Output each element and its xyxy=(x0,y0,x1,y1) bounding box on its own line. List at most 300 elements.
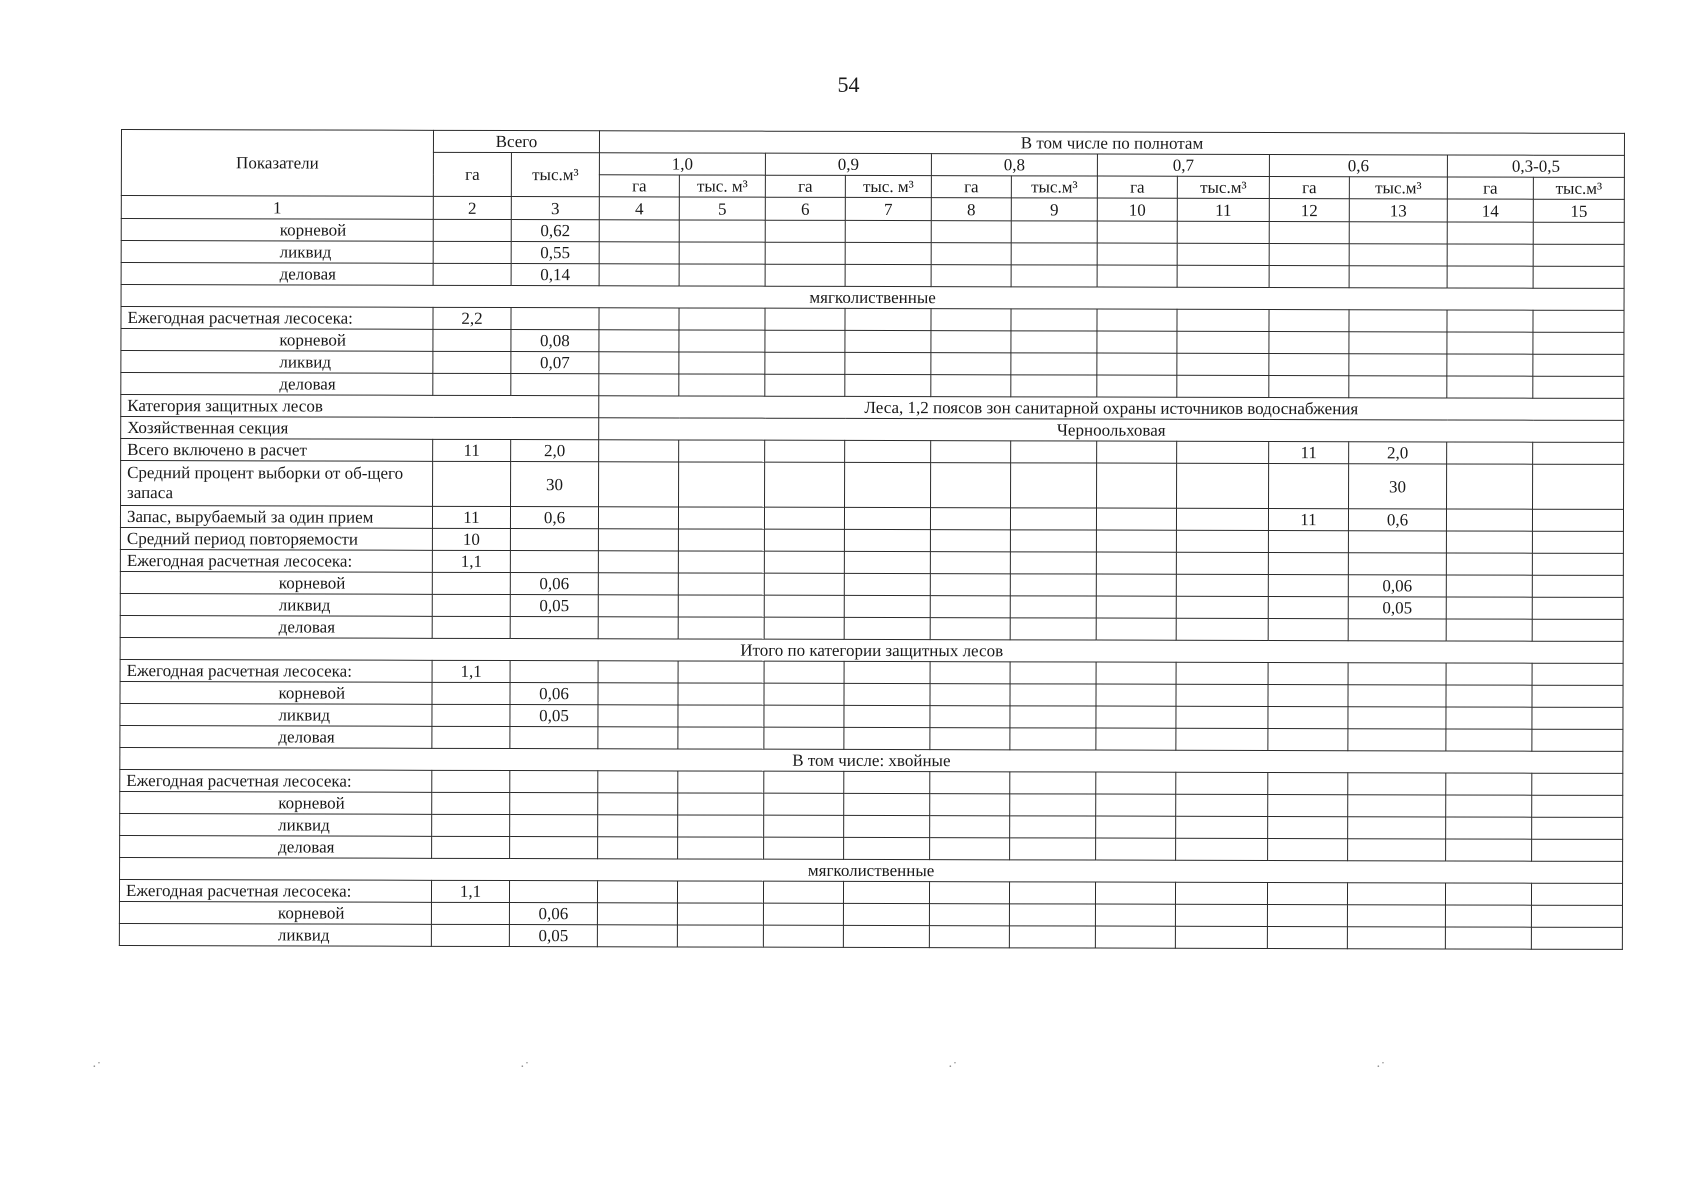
cell-col-11 xyxy=(1176,530,1268,552)
cell-col-5 xyxy=(678,705,764,727)
cell-col-9 xyxy=(1010,684,1096,706)
cell-col-9 xyxy=(1010,838,1096,860)
cell-col-5 xyxy=(677,881,763,903)
cell-col-9 xyxy=(1010,794,1096,816)
cell-col-6 xyxy=(764,661,844,683)
cell-col-13: 30 xyxy=(1349,464,1447,509)
cell-col-4 xyxy=(598,551,678,573)
cell-col-15 xyxy=(1532,707,1623,729)
cell-col-11 xyxy=(1177,331,1269,353)
cell-col-3: 0,06 xyxy=(510,683,598,705)
cell-col-10 xyxy=(1097,221,1177,243)
cell-col-15 xyxy=(1531,883,1622,905)
category-value: Черноольховая xyxy=(599,418,1624,443)
cell-col-5 xyxy=(678,507,764,529)
cell-col-10 xyxy=(1096,684,1176,706)
cell-col-2 xyxy=(432,814,510,836)
cell-col-7 xyxy=(845,242,931,264)
cell-col-14 xyxy=(1447,464,1533,509)
cell-col-2 xyxy=(431,924,509,946)
row-label: корневой xyxy=(120,791,432,814)
header-unit: тыс. м³ xyxy=(845,175,931,197)
cell-col-10 xyxy=(1097,353,1177,375)
cell-col-12: 11 xyxy=(1269,442,1349,464)
cell-col-2 xyxy=(432,594,510,616)
row-label: Ежегодная расчетная лесосека: xyxy=(120,549,432,572)
row-label: ликвид xyxy=(120,593,432,616)
cell-col-3: 2,0 xyxy=(511,440,599,462)
cell-col-5 xyxy=(678,727,764,749)
cell-col-10 xyxy=(1097,309,1177,331)
cell-col-4 xyxy=(598,507,678,529)
cell-col-11 xyxy=(1176,574,1268,596)
column-number: 15 xyxy=(1533,199,1624,222)
cell-col-8 xyxy=(930,574,1010,596)
row-label: деловая xyxy=(121,263,433,286)
header-unit: тыс.м³ xyxy=(1349,177,1447,199)
row-label: ликвид xyxy=(121,351,433,374)
cell-col-13 xyxy=(1348,795,1446,817)
cell-col-12 xyxy=(1267,883,1347,905)
row-label: Ежегодная расчетная лесосека: xyxy=(119,879,431,902)
cell-col-9 xyxy=(1010,772,1096,794)
row-label: Средний период повторяемости xyxy=(120,527,432,550)
cell-col-6 xyxy=(764,551,844,573)
cell-col-8 xyxy=(931,331,1011,353)
cell-col-14 xyxy=(1447,266,1533,288)
cell-col-14 xyxy=(1446,795,1532,817)
column-number: 8 xyxy=(931,198,1011,221)
cell-col-6 xyxy=(765,220,845,242)
cell-col-13 xyxy=(1349,354,1447,376)
cell-col-12 xyxy=(1268,839,1348,861)
cell-col-14 xyxy=(1447,222,1533,244)
cell-col-14 xyxy=(1446,663,1532,685)
cell-col-5 xyxy=(679,220,765,242)
header-unit: тыс.м³ xyxy=(1177,176,1269,198)
cell-col-12 xyxy=(1268,729,1348,751)
cell-col-2 xyxy=(433,219,511,241)
header-density: 0,9 xyxy=(765,153,931,175)
cell-col-15 xyxy=(1532,597,1623,619)
scan-mark: ·˙ xyxy=(520,1060,530,1075)
header-total-m3: тыс.м³ xyxy=(511,153,599,197)
header-total: Всего xyxy=(433,130,599,152)
cell-col-13 xyxy=(1349,332,1447,354)
cell-col-13 xyxy=(1348,839,1446,861)
cell-col-10 xyxy=(1096,596,1176,618)
cell-col-4 xyxy=(598,617,678,639)
cell-col-11 xyxy=(1176,728,1268,750)
row-label: деловая xyxy=(120,725,432,748)
cell-col-11 xyxy=(1176,816,1268,838)
cell-col-13 xyxy=(1347,905,1445,927)
cell-col-15 xyxy=(1532,509,1623,531)
cell-col-15 xyxy=(1533,266,1624,288)
cell-col-14 xyxy=(1447,354,1533,376)
cell-col-11 xyxy=(1177,375,1269,397)
cell-col-2 xyxy=(433,461,511,506)
cell-col-5 xyxy=(679,374,765,396)
header-unit: га xyxy=(1097,176,1177,198)
cell-col-4 xyxy=(598,793,678,815)
cell-col-10 xyxy=(1096,508,1176,530)
cell-col-10 xyxy=(1095,926,1175,948)
cell-col-13 xyxy=(1348,619,1446,641)
cell-col-8 xyxy=(931,463,1011,508)
section-title: мягколиственные xyxy=(121,285,1624,311)
cell-col-4 xyxy=(598,771,678,793)
cell-col-6 xyxy=(764,705,844,727)
cell-col-12 xyxy=(1269,376,1349,398)
cell-col-8 xyxy=(930,772,1010,794)
cell-col-15 xyxy=(1532,553,1623,575)
cell-col-11 xyxy=(1175,882,1267,904)
cell-col-2: 11 xyxy=(433,439,511,461)
cell-col-5 xyxy=(677,925,763,947)
cell-col-2 xyxy=(432,616,510,638)
cell-col-4 xyxy=(598,815,678,837)
cell-col-15 xyxy=(1533,244,1624,266)
cell-col-8 xyxy=(930,794,1010,816)
header-unit: га xyxy=(931,176,1011,198)
row-label: ликвид xyxy=(120,703,432,726)
cell-col-4 xyxy=(598,705,678,727)
cell-col-10 xyxy=(1096,728,1176,750)
cell-col-11 xyxy=(1177,309,1269,331)
cell-col-2 xyxy=(432,770,510,792)
cell-col-3 xyxy=(510,727,598,749)
cell-col-7 xyxy=(845,308,931,330)
cell-col-8 xyxy=(930,816,1010,838)
cell-col-14 xyxy=(1446,619,1532,641)
cell-col-12 xyxy=(1268,597,1348,619)
cell-col-9 xyxy=(1011,463,1097,508)
cell-col-12 xyxy=(1267,927,1347,949)
cell-col-4 xyxy=(599,352,679,374)
row-label: Хозяйственная секция xyxy=(121,417,599,440)
cell-col-11 xyxy=(1176,772,1268,794)
cell-col-14 xyxy=(1447,310,1533,332)
cell-col-6 xyxy=(765,308,845,330)
cell-col-14 xyxy=(1446,509,1532,531)
cell-col-12 xyxy=(1268,795,1348,817)
cell-col-13: 0,06 xyxy=(1348,575,1446,597)
cell-col-9 xyxy=(1010,618,1096,640)
cell-col-9 xyxy=(1011,441,1097,463)
cell-col-10 xyxy=(1096,618,1176,640)
row-label: ликвид xyxy=(119,923,431,946)
cell-col-7 xyxy=(845,462,931,507)
cell-col-2 xyxy=(432,726,510,748)
cell-col-10 xyxy=(1096,530,1176,552)
cell-col-2 xyxy=(433,351,511,373)
header-unit: га xyxy=(1269,177,1349,199)
cell-col-9 xyxy=(1011,309,1097,331)
cell-col-9 xyxy=(1011,243,1097,265)
cell-col-5 xyxy=(678,815,764,837)
cell-col-9 xyxy=(1011,353,1097,375)
cell-col-15 xyxy=(1532,685,1623,707)
cell-col-5 xyxy=(679,330,765,352)
cell-col-15 xyxy=(1532,619,1623,641)
cell-col-7 xyxy=(845,440,931,462)
cell-col-8 xyxy=(930,662,1010,684)
page-number: 54 xyxy=(837,72,860,97)
column-number: 13 xyxy=(1349,199,1447,222)
cell-col-2 xyxy=(433,241,511,263)
cell-col-4 xyxy=(599,374,679,396)
column-number: 9 xyxy=(1011,198,1097,221)
cell-col-2: 1,1 xyxy=(431,880,509,902)
cell-col-2: 11 xyxy=(432,506,510,528)
cell-col-8 xyxy=(929,926,1009,948)
cell-col-12 xyxy=(1268,663,1348,685)
cell-col-11 xyxy=(1176,838,1268,860)
cell-col-8 xyxy=(930,684,1010,706)
cell-col-13 xyxy=(1349,244,1447,266)
cell-col-5 xyxy=(678,529,764,551)
table-row xyxy=(121,461,1624,510)
cell-col-5 xyxy=(678,793,764,815)
row-label: деловая xyxy=(120,615,432,638)
cell-col-9 xyxy=(1010,816,1096,838)
cell-col-5 xyxy=(678,551,764,573)
cell-col-14 xyxy=(1446,597,1532,619)
row-label: Ежегодная расчетная лесосека: xyxy=(121,307,433,330)
cell-col-4 xyxy=(599,330,679,352)
cell-col-9 xyxy=(1009,926,1095,948)
cell-col-12 xyxy=(1268,685,1348,707)
cell-col-3 xyxy=(511,308,599,330)
cell-col-14 xyxy=(1447,332,1533,354)
cell-col-2: 10 xyxy=(432,528,510,550)
row-label: корневой xyxy=(121,329,433,352)
cell-col-11 xyxy=(1175,904,1267,926)
cell-col-9 xyxy=(1011,331,1097,353)
cell-col-14 xyxy=(1446,707,1532,729)
header-unit: га xyxy=(1447,177,1533,199)
cell-col-13: 0,6 xyxy=(1348,509,1446,531)
cell-col-7 xyxy=(844,529,930,551)
cell-col-6 xyxy=(764,573,844,595)
cell-col-12 xyxy=(1268,619,1348,641)
cell-col-6 xyxy=(763,881,843,903)
cell-col-10 xyxy=(1096,816,1176,838)
cell-col-4 xyxy=(597,881,677,903)
cell-col-8 xyxy=(931,221,1011,243)
cell-col-10 xyxy=(1096,662,1176,684)
cell-col-13 xyxy=(1348,553,1446,575)
cell-col-10 xyxy=(1096,794,1176,816)
section-title: Итого по категории защитных лесов xyxy=(120,637,1623,663)
cell-col-8 xyxy=(931,265,1011,287)
section-title: В том числе: хвойные xyxy=(120,747,1623,773)
header-including: В том числе по полнотам xyxy=(599,131,1624,156)
cell-col-15 xyxy=(1531,927,1622,949)
cell-col-12 xyxy=(1269,266,1349,288)
cell-col-6 xyxy=(765,374,845,396)
cell-col-3 xyxy=(510,815,598,837)
cell-col-11 xyxy=(1176,794,1268,816)
cell-col-10 xyxy=(1096,838,1176,860)
cell-col-2 xyxy=(432,792,510,814)
cell-col-14 xyxy=(1446,729,1532,751)
cell-col-2 xyxy=(432,836,510,858)
cell-col-2: 2,2 xyxy=(433,307,511,329)
cell-col-7 xyxy=(844,617,930,639)
cell-col-7 xyxy=(845,352,931,374)
cell-col-12 xyxy=(1267,905,1347,927)
cell-col-4 xyxy=(599,440,679,462)
cell-col-12 xyxy=(1268,817,1348,839)
cell-col-15 xyxy=(1532,575,1623,597)
cell-col-9 xyxy=(1010,662,1096,684)
table-row xyxy=(119,923,1622,949)
cell-col-7 xyxy=(845,374,931,396)
cell-col-13 xyxy=(1348,707,1446,729)
cell-col-8 xyxy=(930,552,1010,574)
column-number: 2 xyxy=(433,196,511,219)
cell-col-5 xyxy=(678,771,764,793)
cell-col-11 xyxy=(1177,463,1269,508)
cell-col-4 xyxy=(599,264,679,286)
cell-col-5 xyxy=(679,308,765,330)
cell-col-10 xyxy=(1095,882,1175,904)
cell-col-12 xyxy=(1269,464,1349,509)
cell-col-7 xyxy=(844,815,930,837)
cell-col-11 xyxy=(1176,508,1268,530)
column-number: 11 xyxy=(1177,198,1269,221)
row-label: Средний процент выборки от об-щего запаса xyxy=(121,461,433,507)
category-value: Леса, 1,2 поясов зон санитарной охраны источников водоснабжения xyxy=(599,396,1624,421)
cell-col-11 xyxy=(1176,662,1268,684)
cell-col-3: 0,05 xyxy=(510,705,598,727)
cell-col-10 xyxy=(1097,463,1177,508)
header-density: 0,6 xyxy=(1269,155,1447,177)
cell-col-7 xyxy=(844,793,930,815)
cell-col-13: 2,0 xyxy=(1349,442,1447,464)
cell-col-5 xyxy=(678,595,764,617)
cell-col-8 xyxy=(930,618,1010,640)
cell-col-2 xyxy=(433,329,511,351)
cell-col-3: 0,62 xyxy=(511,220,599,242)
cell-col-10 xyxy=(1096,574,1176,596)
cell-col-7 xyxy=(845,220,931,242)
cell-col-14 xyxy=(1446,553,1532,575)
header-density: 0,8 xyxy=(931,154,1097,176)
cell-col-11 xyxy=(1177,265,1269,287)
cell-col-4 xyxy=(597,903,677,925)
cell-col-7 xyxy=(844,705,930,727)
cell-col-8 xyxy=(931,375,1011,397)
scan-mark: ·˙ xyxy=(92,1060,102,1075)
cell-col-11 xyxy=(1175,926,1267,948)
cell-col-14 xyxy=(1446,531,1532,553)
cell-col-15 xyxy=(1532,773,1623,795)
cell-col-3 xyxy=(510,837,598,859)
cell-col-11 xyxy=(1176,552,1268,574)
cell-col-6 xyxy=(765,462,845,507)
cell-col-14 xyxy=(1447,244,1533,266)
header-density: 0,7 xyxy=(1097,154,1269,176)
cell-col-3 xyxy=(510,617,598,639)
header-indicators: Показатели xyxy=(121,130,433,197)
cell-col-13: 0,05 xyxy=(1348,597,1446,619)
cell-col-4 xyxy=(599,308,679,330)
cell-col-15 xyxy=(1532,839,1623,861)
cell-col-4 xyxy=(599,220,679,242)
cell-col-3: 0,07 xyxy=(511,352,599,374)
cell-col-12 xyxy=(1268,707,1348,729)
cell-col-2: 1,1 xyxy=(432,660,510,682)
cell-col-9 xyxy=(1010,574,1096,596)
cell-col-13 xyxy=(1348,729,1446,751)
cell-col-15 xyxy=(1532,817,1623,839)
row-label: деловая xyxy=(121,373,433,396)
cell-col-12: 11 xyxy=(1268,509,1348,531)
cell-col-3 xyxy=(509,881,597,903)
cell-col-9 xyxy=(1009,904,1095,926)
cell-col-13 xyxy=(1347,883,1445,905)
cell-col-14 xyxy=(1447,376,1533,398)
column-number: 5 xyxy=(679,197,765,220)
cell-col-11 xyxy=(1177,441,1269,463)
cell-col-3: 0,14 xyxy=(511,264,599,286)
column-number: 7 xyxy=(845,197,931,220)
cell-col-2 xyxy=(433,373,511,395)
cell-col-6 xyxy=(764,793,844,815)
column-number: 12 xyxy=(1269,199,1349,222)
cell-col-14 xyxy=(1445,883,1531,905)
cell-col-15 xyxy=(1533,376,1624,398)
row-label: корневой xyxy=(119,901,431,924)
felling-table xyxy=(119,129,1625,950)
header-density: 0,3-0,5 xyxy=(1447,155,1624,177)
cell-col-10 xyxy=(1095,904,1175,926)
cell-col-2 xyxy=(432,682,510,704)
row-label: ликвид xyxy=(120,813,432,836)
cell-col-7 xyxy=(844,727,930,749)
cell-col-9 xyxy=(1010,552,1096,574)
cell-col-8 xyxy=(929,882,1009,904)
header-row-1 xyxy=(121,130,1624,156)
row-label: Запас, вырубаемый за один прием xyxy=(120,506,432,529)
column-number: 1 xyxy=(121,196,433,220)
cell-col-4 xyxy=(599,242,679,264)
cell-col-9 xyxy=(1011,375,1097,397)
cell-col-6 xyxy=(765,352,845,374)
cell-col-3 xyxy=(510,661,598,683)
cell-col-6 xyxy=(765,264,845,286)
cell-col-7 xyxy=(843,903,929,925)
cell-col-15 xyxy=(1533,442,1624,464)
cell-col-10 xyxy=(1096,772,1176,794)
cell-col-6 xyxy=(764,529,844,551)
cell-col-5 xyxy=(679,462,765,507)
cell-col-6 xyxy=(764,595,844,617)
cell-col-12 xyxy=(1268,531,1348,553)
cell-col-6 xyxy=(763,903,843,925)
cell-col-8 xyxy=(930,596,1010,618)
cell-col-15 xyxy=(1533,464,1624,509)
cell-col-15 xyxy=(1532,663,1623,685)
cell-col-14 xyxy=(1446,685,1532,707)
row-label: Категория защитных лесов xyxy=(121,395,599,418)
cell-col-12 xyxy=(1269,222,1349,244)
cell-col-3: 0,05 xyxy=(509,925,597,947)
cell-col-15 xyxy=(1532,795,1623,817)
